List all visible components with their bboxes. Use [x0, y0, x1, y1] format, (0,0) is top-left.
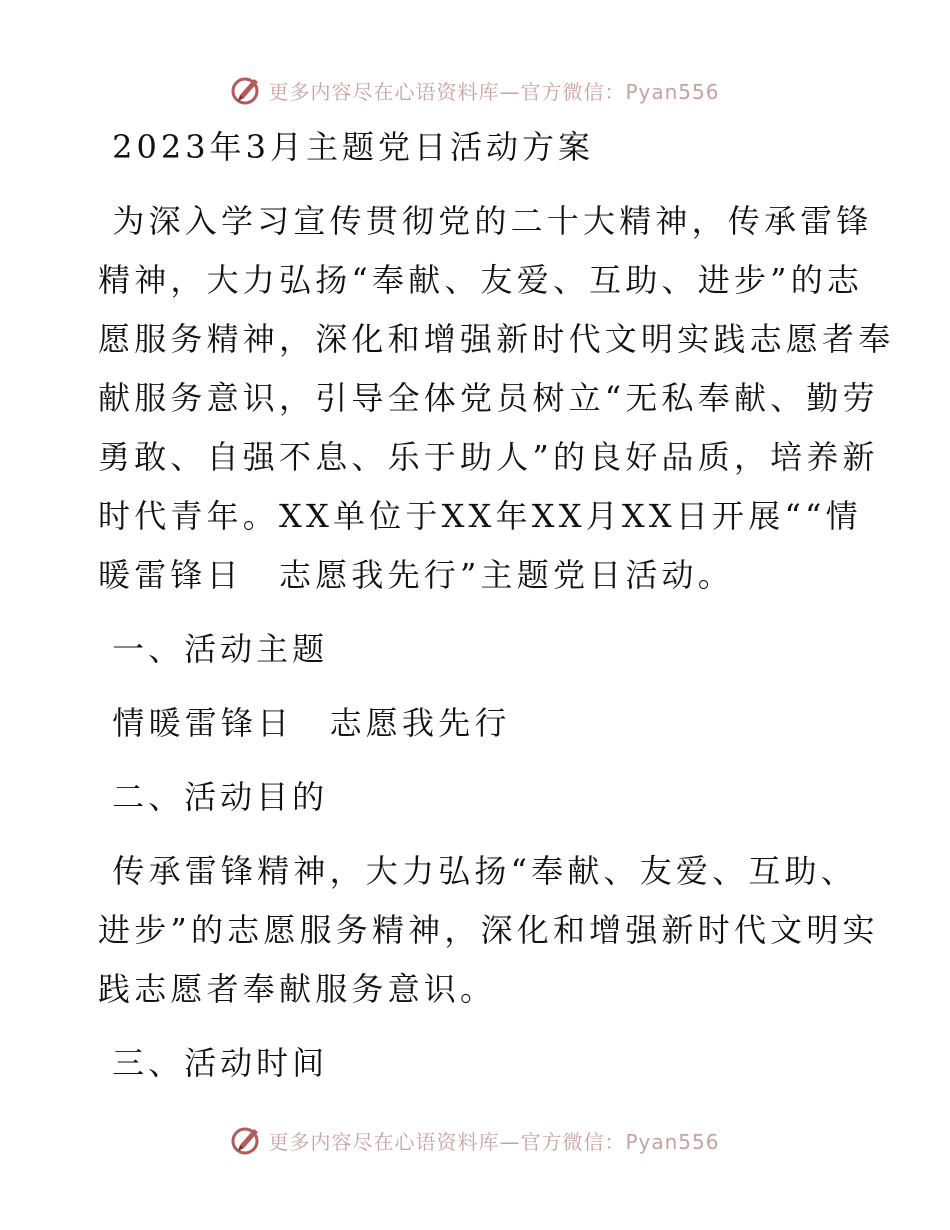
section-heading-theme: 一、活动主题 [98, 630, 329, 668]
intro-line: 时代青年。XX单位于XX年XX月XX日开展““情 [98, 497, 862, 535]
pen-in-circle-icon [230, 1123, 264, 1157]
purpose-line: 践志愿者奉献服务意识。 [98, 970, 497, 1008]
document-title: 2023年3月主题党日活动方案 [98, 128, 594, 166]
watermark-banner-top [0, 70, 950, 110]
watermark-banner-bottom [0, 1120, 950, 1160]
document-body [98, 118, 895, 1093]
purpose-line: 传承雷锋精神，大力弘扬“奉献、友爱、互助、 [98, 852, 857, 890]
section-heading-time: 三、活动时间 [98, 1044, 329, 1082]
watermark-text: 更多内容尽在心语资料库—官方微信：Pyan556 [268, 1129, 720, 1154]
intro-line: 愿服务精神，深化和增强新时代文明实践志愿者奉 [98, 320, 895, 358]
section-heading-purpose: 二、活动目的 [98, 778, 329, 816]
intro-line: 暖雷锋日 志愿我先行”主题党日活动。 [98, 556, 734, 594]
watermark-text: 更多内容尽在心语资料库—官方微信：Pyan556 [268, 79, 720, 104]
intro-line: 勇敢、自强不息、乐于助人”的良好品质，培养新 [98, 438, 879, 476]
intro-line: 献服务意识，引导全体党员树立“无私奉献、勤劳 [98, 379, 879, 417]
pen-in-circle-icon [230, 73, 264, 107]
section-body-theme: 情暖雷锋日 志愿我先行 [98, 704, 511, 742]
purpose-line: 进步”的志愿服务精神，深化和增强新时代文明实 [98, 911, 879, 949]
intro-line: 为深入学习宣传贯彻党的二十大精神，传承雷锋 [98, 202, 873, 240]
intro-line: 精神，大力弘扬“奉献、友爱、互助、进步”的志 [98, 261, 864, 299]
